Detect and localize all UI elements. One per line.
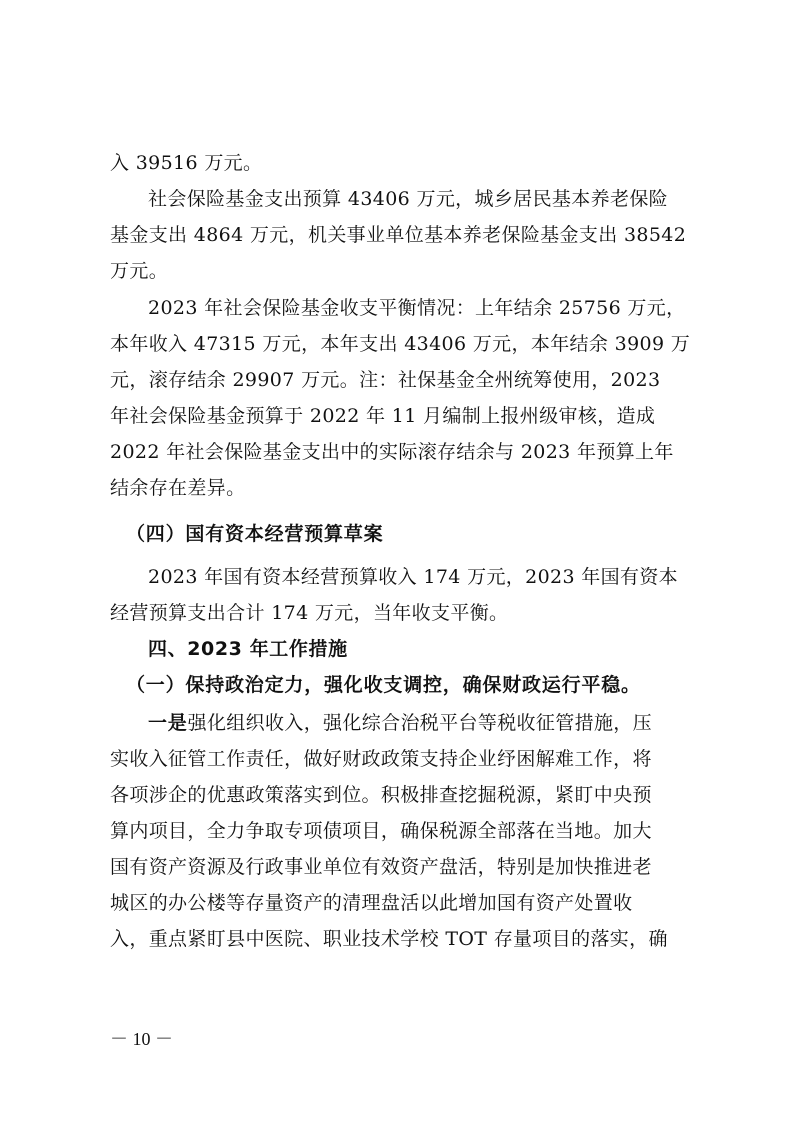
page-number: － 10 － [110,1029,173,1049]
paragraph-line: 社会保险基金支出预算 43406 万元，城乡居民基本养老保险 [148,188,669,210]
paragraph-line: 万元。 [110,260,169,282]
paragraph-line: 2023 年社会保险基金收支平衡情况：上年结余 25756 万元， [148,297,686,319]
paragraph-line: 算内项目，全力争取专项债项目，确保税源全部落在当地。加大 [110,820,652,842]
lead-in-label: 一是 [148,712,188,734]
paragraph-text: 强化组织收入，强化综合治税平台等税收征管措施，压 [187,712,653,734]
paragraph-line [0,706,793,740]
paragraph-line: 城区的办公楼等存量资产的清理盘活以此增加国有资产处置收 [110,892,633,914]
paragraph-line: 本年收入 47315 万元，本年支出 43406 万元，本年结余 3909 万 [110,333,691,355]
chapter-heading: 四、2023 年工作措施 [148,638,348,660]
paragraph-line: 国有资产资源及行政事业单位有效资产盘活，特别是加快推进老 [110,856,652,878]
section-heading: （四）国有资本经营预算草案 [126,523,384,545]
paragraph-line: 结余存在差异。 [110,477,246,499]
subsection-heading: （一）保持政治定力，强化收支调控，确保财政运行平稳。 [126,674,641,696]
paragraph-line: 入 39516 万元。 [110,152,263,174]
paragraph-line: 入，重点紧盯县中医院、职业技术学校 TOT 存量项目的落实，确 [110,928,668,950]
paragraph-line: 基金支出 4864 万元，机关事业单位基本养老保险基金支出 38542 [110,224,687,246]
paragraph-line: 2023 年国有资本经营预算收入 174 万元，2023 年国有资本 [148,566,679,588]
paragraph-line: 经营预算支出合计 174 万元，当年收支平衡。 [110,602,509,624]
paragraph-line: 2022 年社会保险基金支出中的实际滚存结余与 2023 年预算上年 [110,441,674,463]
paragraph-line: 各项涉企的优惠政策落实到位。积极排查挖掘税源，紧盯中央预 [110,784,652,806]
paragraph-line: 元，滚存结余 29907 万元。注：社保基金全州统筹使用，2023 [110,369,661,391]
paragraph-line: 实收入征管工作责任，做好财政政策支持企业纾困解难工作，将 [110,748,652,770]
paragraph-line: 年社会保险基金预算于 2022 年 11 月编制上报州级审核，造成 [110,405,656,427]
